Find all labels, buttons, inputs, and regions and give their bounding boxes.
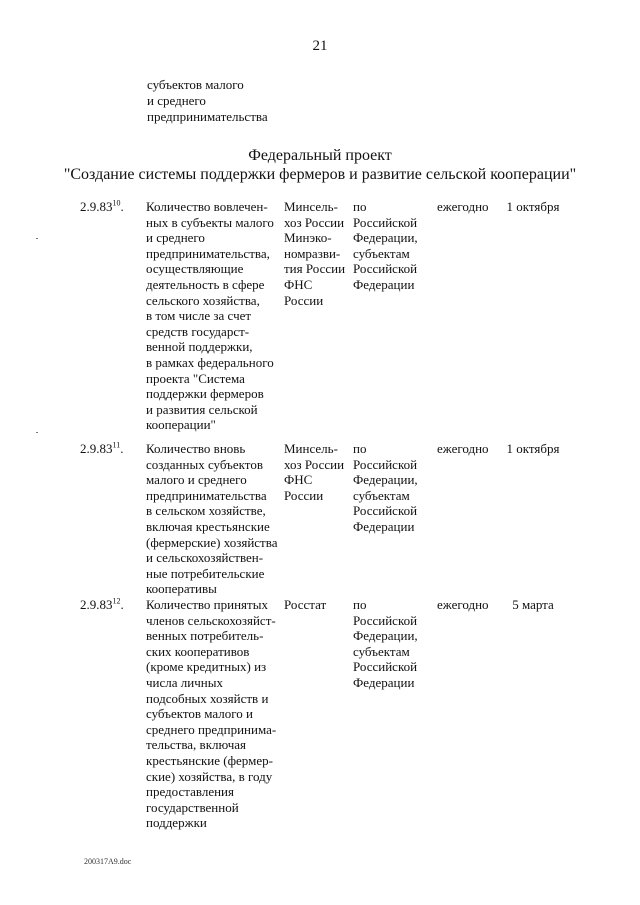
level-line: Федерации,	[353, 628, 418, 644]
agency-line: Минсель-	[284, 199, 338, 214]
description-line: и сельскохозяйствен-	[146, 550, 264, 566]
agency-line: ФНС	[284, 276, 313, 292]
description-line: венной поддержки,	[146, 339, 253, 355]
indicator-description	[146, 199, 282, 433]
description-line: среднего предпринима-	[146, 721, 277, 737]
agency-line: России	[284, 292, 324, 308]
item-number	[80, 441, 140, 457]
scan-mark	[36, 432, 38, 433]
item-number-suffix: .	[120, 597, 124, 612]
description-line: крестьянские (фермер-	[146, 752, 273, 768]
level-line: субъектам	[353, 643, 410, 659]
level-line: Российской	[353, 612, 418, 628]
description-line: тельства, включая	[146, 737, 247, 753]
data-level	[353, 441, 423, 535]
data-level	[353, 597, 423, 691]
page-number: 21	[312, 38, 328, 54]
responsible-agency	[284, 199, 350, 308]
description-line: числа личных	[146, 674, 223, 690]
footnote-marker: 12	[112, 596, 121, 606]
item-number	[80, 199, 140, 215]
item-number-base: 2.9.83	[80, 597, 113, 612]
description-line: и среднего	[146, 230, 205, 246]
level-line: Российской	[353, 659, 418, 675]
level-line: субъектам	[353, 487, 410, 503]
description-line: осуществляющие	[146, 261, 244, 277]
level-line: Федерации	[353, 674, 415, 690]
responsible-agency	[284, 441, 350, 503]
description-line: малого и среднего	[146, 472, 247, 488]
agency-line: ФНС	[284, 472, 313, 488]
agency-line: номразви-	[284, 245, 341, 261]
indicator-description	[146, 441, 282, 597]
item-number-base: 2.9.83	[80, 441, 113, 456]
item-number	[80, 597, 140, 613]
agency-line: Росстат	[284, 597, 327, 612]
agency-line: тия России	[284, 261, 346, 277]
submission-date: 1 октября	[506, 199, 560, 214]
description-line: членов сельскохозяйст-	[146, 612, 276, 628]
description-line: сельского хозяйства,	[146, 292, 260, 308]
submission-date: 1 октября	[506, 441, 560, 456]
frequency: ежегодно	[437, 199, 489, 214]
level-line: по	[353, 597, 367, 612]
submission-date: 5 марта	[512, 597, 554, 612]
description-line: кооперативы	[146, 581, 217, 597]
item-number-suffix: .	[120, 441, 124, 456]
description-line: (фермерские) хозяйства	[146, 534, 278, 550]
description-line: ных в субъекты малого	[146, 214, 274, 230]
agency-line: хоз России	[284, 214, 345, 230]
data-level	[353, 199, 423, 293]
scan-mark	[36, 238, 38, 239]
frequency: ежегодно	[437, 441, 489, 456]
level-line: Российской	[353, 261, 418, 277]
agency-line: Минсель-	[284, 441, 338, 456]
description-line: государственной	[146, 799, 239, 815]
footnote-marker: 11	[112, 440, 121, 450]
item-number-suffix: .	[120, 199, 124, 214]
description-line: Количество вновь	[146, 441, 246, 456]
description-line: деятельность в сфере	[146, 276, 265, 292]
continuation-text	[147, 77, 268, 125]
footnote-marker: 10	[112, 198, 121, 208]
description-line: венных потребитель-	[146, 628, 264, 644]
description-line: в сельском хозяйстве,	[146, 503, 266, 519]
level-line: Федерации,	[353, 230, 418, 246]
description-line: предоставления	[146, 784, 234, 800]
description-line: включая крестьянские	[146, 518, 270, 534]
description-line: ные потребительские	[146, 565, 265, 581]
level-line: по	[353, 441, 367, 456]
description-line: поддержки	[146, 815, 207, 831]
frequency: ежегодно	[437, 597, 489, 612]
description-line: (кроме кредитных) из	[146, 659, 267, 675]
description-line: ские) хозяйства, в году	[146, 768, 273, 784]
section-title: Федеральный проект	[248, 147, 392, 164]
item-number-base: 2.9.83	[80, 199, 113, 214]
description-line: в рамках федерального	[146, 354, 274, 370]
responsible-agency	[284, 597, 350, 613]
description-line: в том числе за счет	[146, 308, 252, 324]
agency-line: Минэко-	[284, 230, 332, 246]
continuation-line: и среднего	[147, 93, 206, 108]
description-line: и развития сельской	[146, 401, 258, 417]
level-line: Российской	[353, 456, 418, 472]
continuation-line: субъектов малого	[147, 77, 244, 92]
section-subtitle: "Создание системы поддержки фермеров и развитие сельской кооперации"	[63, 166, 577, 183]
footer-filename: 200317A9.doc	[84, 857, 132, 866]
description-line: кооперации"	[146, 417, 216, 433]
level-line: субъектам	[353, 245, 410, 261]
description-line: подсобных хозяйств и	[146, 690, 269, 706]
description-line: Количество принятых	[146, 597, 268, 612]
level-line: Федерации,	[353, 472, 418, 488]
description-line: предпринимательства	[146, 487, 267, 503]
description-line: поддержки фермеров	[146, 386, 264, 402]
description-line: проекта "Система	[146, 370, 245, 386]
level-line: Российской	[353, 214, 418, 230]
continuation-line: предпринимательства	[147, 109, 268, 124]
level-line: по	[353, 199, 367, 214]
description-line: созданных субъектов	[146, 456, 263, 472]
agency-line: России	[284, 487, 324, 503]
level-line: Российской	[353, 503, 418, 519]
description-line: Количество вовлечен-	[146, 199, 268, 214]
description-line: ских кооперативов	[146, 643, 250, 659]
level-line: Федерации	[353, 276, 415, 292]
level-line: Федерации	[353, 518, 415, 534]
description-line: средств государст-	[146, 323, 250, 339]
description-line: субъектов малого и	[146, 706, 253, 722]
indicator-description	[146, 597, 282, 831]
description-line: предпринимательства,	[146, 245, 270, 261]
agency-line: хоз России	[284, 456, 345, 472]
